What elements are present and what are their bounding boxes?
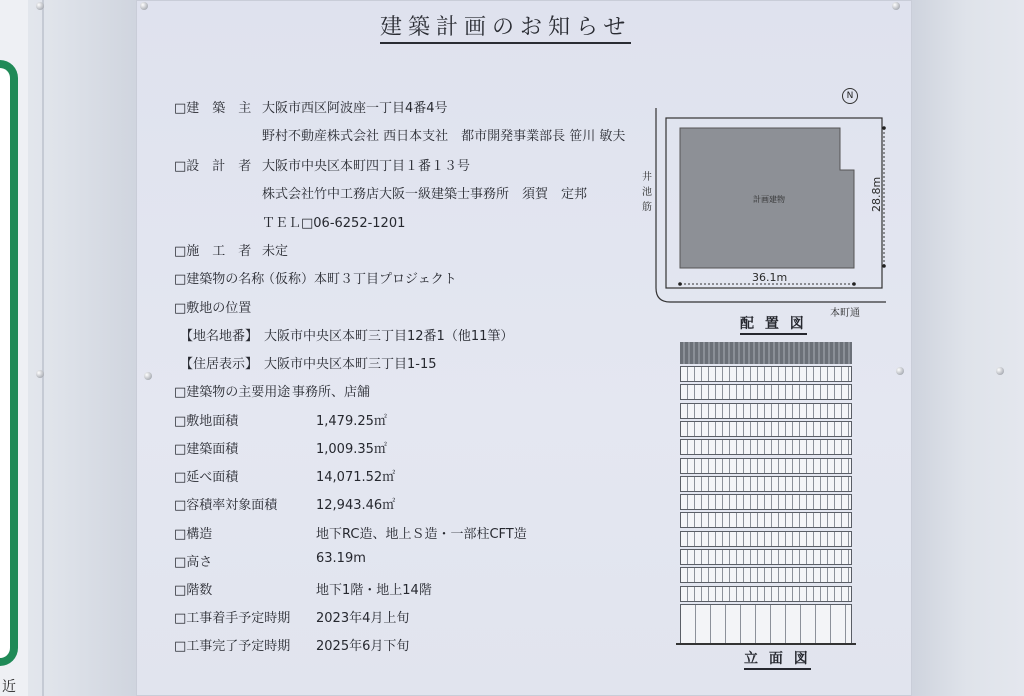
info-label: □施 工 者 [174, 244, 252, 259]
depth-dimension: 28.8m [870, 176, 883, 212]
elevation-floor [680, 549, 852, 565]
screw [144, 372, 152, 380]
info-value: 14,071.52㎡ [316, 470, 396, 485]
info-label: □建築面積 [174, 442, 239, 457]
info-value: 12,943.46㎡ [316, 498, 396, 513]
screw [996, 367, 1004, 375]
info-value: 63.19m [316, 551, 366, 566]
screw [896, 367, 904, 375]
info-label: □容積率対象面積 [174, 498, 278, 513]
elevation-floor [680, 586, 852, 602]
info-value: 1,479.25㎡ [316, 414, 387, 429]
elevation-floor [680, 458, 852, 474]
screw [140, 2, 148, 10]
info-label: □建 築 主 [174, 101, 252, 116]
info-value: 未定 [262, 244, 289, 259]
info-value: 大阪市中央区本町四丁目１番１３号 [262, 159, 471, 174]
info-value: 株式会社竹中工務店大阪一級建築士事務所 須賀 定邦 [262, 187, 588, 202]
info-label: □工事完了予定時期 [174, 639, 291, 654]
elevation-floor [680, 403, 852, 419]
info-label: □工事着手予定時期 [174, 611, 291, 626]
info-value: 地下RC造、地上Ｓ造・一部柱CFT造 [316, 527, 527, 542]
info-value: 大阪市中央区本町三丁目12番1（他11筆） [264, 329, 514, 344]
elevation-floor [680, 366, 852, 382]
info-label: □敷地面積 [174, 414, 239, 429]
screw [892, 2, 900, 10]
info-label: □階数 [174, 583, 213, 598]
site-plan-caption: 配 置 図 [740, 313, 807, 335]
info-value: （仮称）本町３丁目プロジェクト [262, 272, 457, 287]
info-label: □延べ面積 [174, 470, 239, 485]
elevation-floor [680, 421, 852, 437]
elevation-floor [680, 439, 852, 455]
elevation-floor [680, 512, 852, 528]
west-road-label: 井池筋 [642, 172, 652, 213]
info-value: 地下1階・地上14階 [316, 583, 432, 598]
panel-seam [42, 0, 44, 696]
south-road-label: 本町通 [830, 308, 860, 319]
info-label: □構造 [174, 527, 213, 542]
elevation-drawing [680, 342, 852, 644]
info-label: 【地名地番】 [180, 329, 259, 344]
elevation-base [680, 604, 852, 644]
info-value: 大阪市西区阿波座一丁目4番4号 [262, 101, 448, 116]
elevation-floor [680, 567, 852, 583]
info-label: □設 計 者 [174, 159, 252, 174]
elevation-floor [680, 476, 852, 492]
info-label: □敷地の位置 [174, 301, 252, 316]
ground-line [676, 643, 856, 645]
elevation-caption: 立 面 図 [744, 648, 811, 670]
info-label: □建築物の名称 [174, 272, 265, 287]
elevation-floor [680, 384, 852, 400]
building-label: 計画建物 [753, 195, 785, 204]
elevation-floor [680, 494, 852, 510]
info-value: 1,009.35㎡ [316, 442, 387, 457]
info-label: □建築物の主要用途 [174, 385, 291, 400]
elevation-floor [680, 531, 852, 547]
notice-title: 建築計画のお知らせ [380, 10, 631, 44]
info-label: 【住居表示】 [180, 357, 259, 372]
info-value: 事務所、店舗 [292, 385, 371, 400]
screw [36, 2, 44, 10]
north-arrow-icon: N [842, 88, 858, 104]
info-label: □高さ [174, 555, 213, 570]
info-value: 2023年4月上旬 [316, 611, 410, 626]
info-value: ＴＥＬ□06-6252-1201 [262, 216, 406, 231]
green-sign-frame [0, 60, 18, 666]
screw [36, 370, 44, 378]
elevation-roof [680, 342, 852, 364]
post-label: 近 [2, 679, 16, 695]
wall-right [910, 0, 1024, 696]
info-value: 野村不動産株式会社 西日本支社 都市開発事業部長 笹川 敏夫 [262, 129, 626, 144]
info-value: 大阪市中央区本町三丁目1-15 [264, 357, 437, 372]
width-dimension: 36.1m [752, 271, 788, 284]
info-value: 2025年6月下旬 [316, 639, 410, 654]
